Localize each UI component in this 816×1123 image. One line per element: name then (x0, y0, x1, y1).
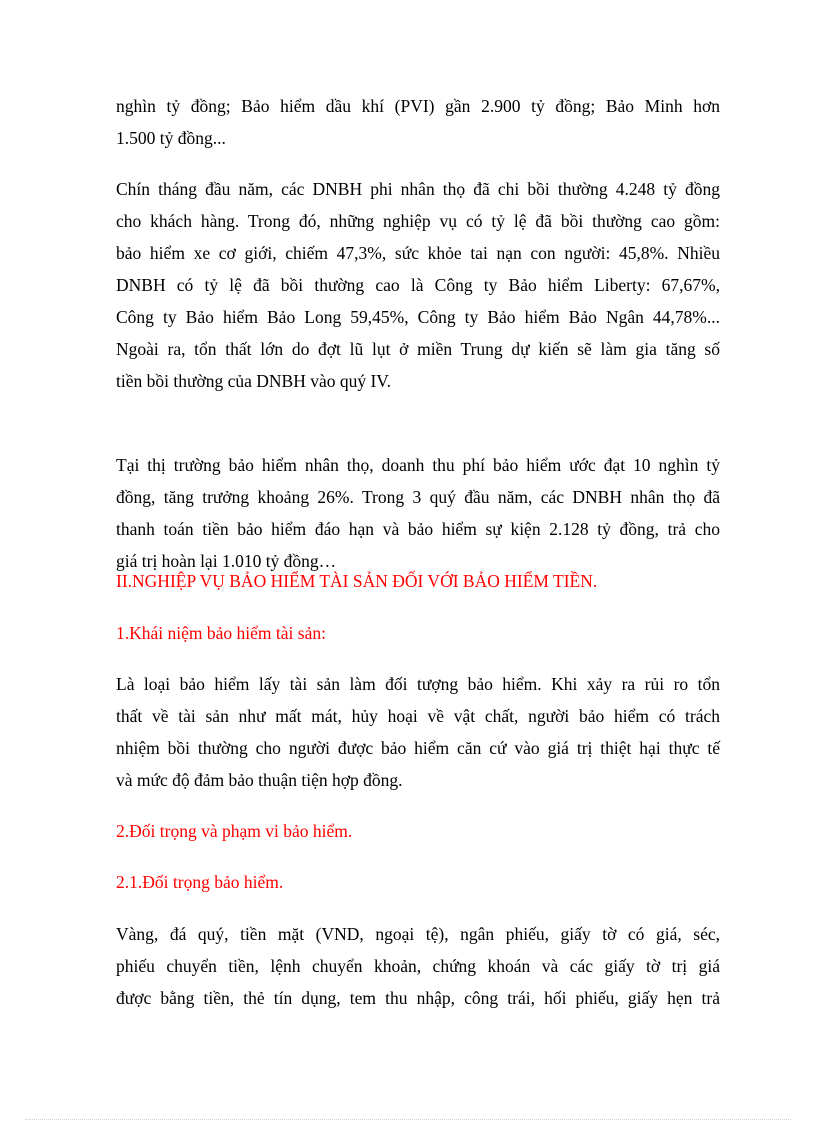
paragraph-line: Là loại bảo hiểm lấy tài sản làm đối tượng bảo hiểm. Khi xảy ra rủi ro tổn (116, 674, 720, 694)
paragraph-line: Tại thị trường bảo hiểm nhân thọ, doanh thu phí bảo hiểm ước đạt 10 nghìn tỷ (116, 455, 720, 475)
paragraph-line: Công ty Bảo hiểm Bảo Long 59,45%, Công ty Bảo hiểm Bảo Ngân 44,78%... (116, 307, 720, 327)
paragraph-line: phiếu chuyển tiền, lệnh chuyển khoản, chứng khoán và các giấy tờ trị giá (116, 956, 720, 976)
paragraph-line: nhiệm bồi thường cho người được bảo hiểm căn cứ vào giá trị thiệt hại thực tế (116, 738, 720, 758)
paragraph-line: DNBH có tỷ lệ đã bồi thường cao là Công ty Bảo hiểm Liberty: 67,67%, (116, 275, 720, 295)
paragraph-line: cho khách hàng. Trong đó, những nghiệp vụ có tỷ lệ đã bồi thường cao gồm: (116, 211, 720, 231)
paragraph-line: giá trị hoàn lại 1.010 tỷ đồng… (116, 551, 337, 571)
page-bottom-rule (25, 1119, 791, 1120)
subsection-heading: 1.Khái niệm bảo hiểm tài sản: (116, 623, 326, 643)
paragraph-line: thất về tài sản như mất mát, hủy hoại về vật chất, người bảo hiểm có trách (116, 706, 720, 726)
paragraph-line: tiền bồi thường của DNBH vào quý IV. (116, 371, 392, 391)
paragraph-non-life-claims (116, 173, 720, 397)
paragraph-line: Vàng, đá quý, tiền mặt (VND, ngoại tệ), ngân phiếu, giấy tờ có giá, séc, (116, 924, 720, 944)
paragraph-line: Ngoài ra, tổn thất lớn do đợt lũ lụt ở miền Trung dự kiến sẽ làm gia tăng số (116, 339, 720, 359)
paragraph-line: bảo hiểm xe cơ giới, chiếm 47,3%, sức khỏe tai nạn con người: 45,8%. Nhiều (116, 243, 720, 263)
paragraph-line: được bằng tiền, thẻ tín dụng, tem thu nhập, công trái, hối phiếu, giấy hẹn trả (116, 988, 720, 1008)
paragraph-line: Chín tháng đầu năm, các DNBH phi nhân thọ đã chi bồi thường 4.248 tỷ đồng (116, 179, 720, 199)
subsection-heading: 2.1.Đối trọng bảo hiểm. (116, 872, 284, 892)
paragraph-market-revenue (116, 90, 720, 154)
subsection-heading: 2.Đối trọng và phạm vi bảo hiểm. (116, 821, 353, 841)
paragraph-property-insurance-definition (116, 668, 720, 796)
paragraph-line: thanh toán tiền bảo hiểm đáo hạn và bảo hiểm sự kiện 2.128 tỷ đồng, trả cho (116, 519, 720, 539)
paragraph-line: 1.500 tỷ đồng... (116, 128, 226, 148)
paragraph-line: và mức độ đảm bảo thuận tiện hợp đồng. (116, 770, 403, 790)
section-heading: II.NGHIỆP VỤ BẢO HIỂM TÀI SẢN ĐỐI VỚI BẢO HIỂM TIỀN. (116, 571, 598, 591)
paragraph-line: nghìn tỷ đồng; Bảo hiểm dầu khí (PVI) gần 2.900 tỷ đồng; Bảo Minh hơn (116, 96, 720, 116)
paragraph-insured-objects (116, 918, 720, 1014)
paragraph-line: đồng, tăng trưởng khoảng 26%. Trong 3 quý đầu năm, các DNBH nhân thọ đã (116, 487, 720, 507)
paragraph-life-insurance (116, 449, 720, 577)
